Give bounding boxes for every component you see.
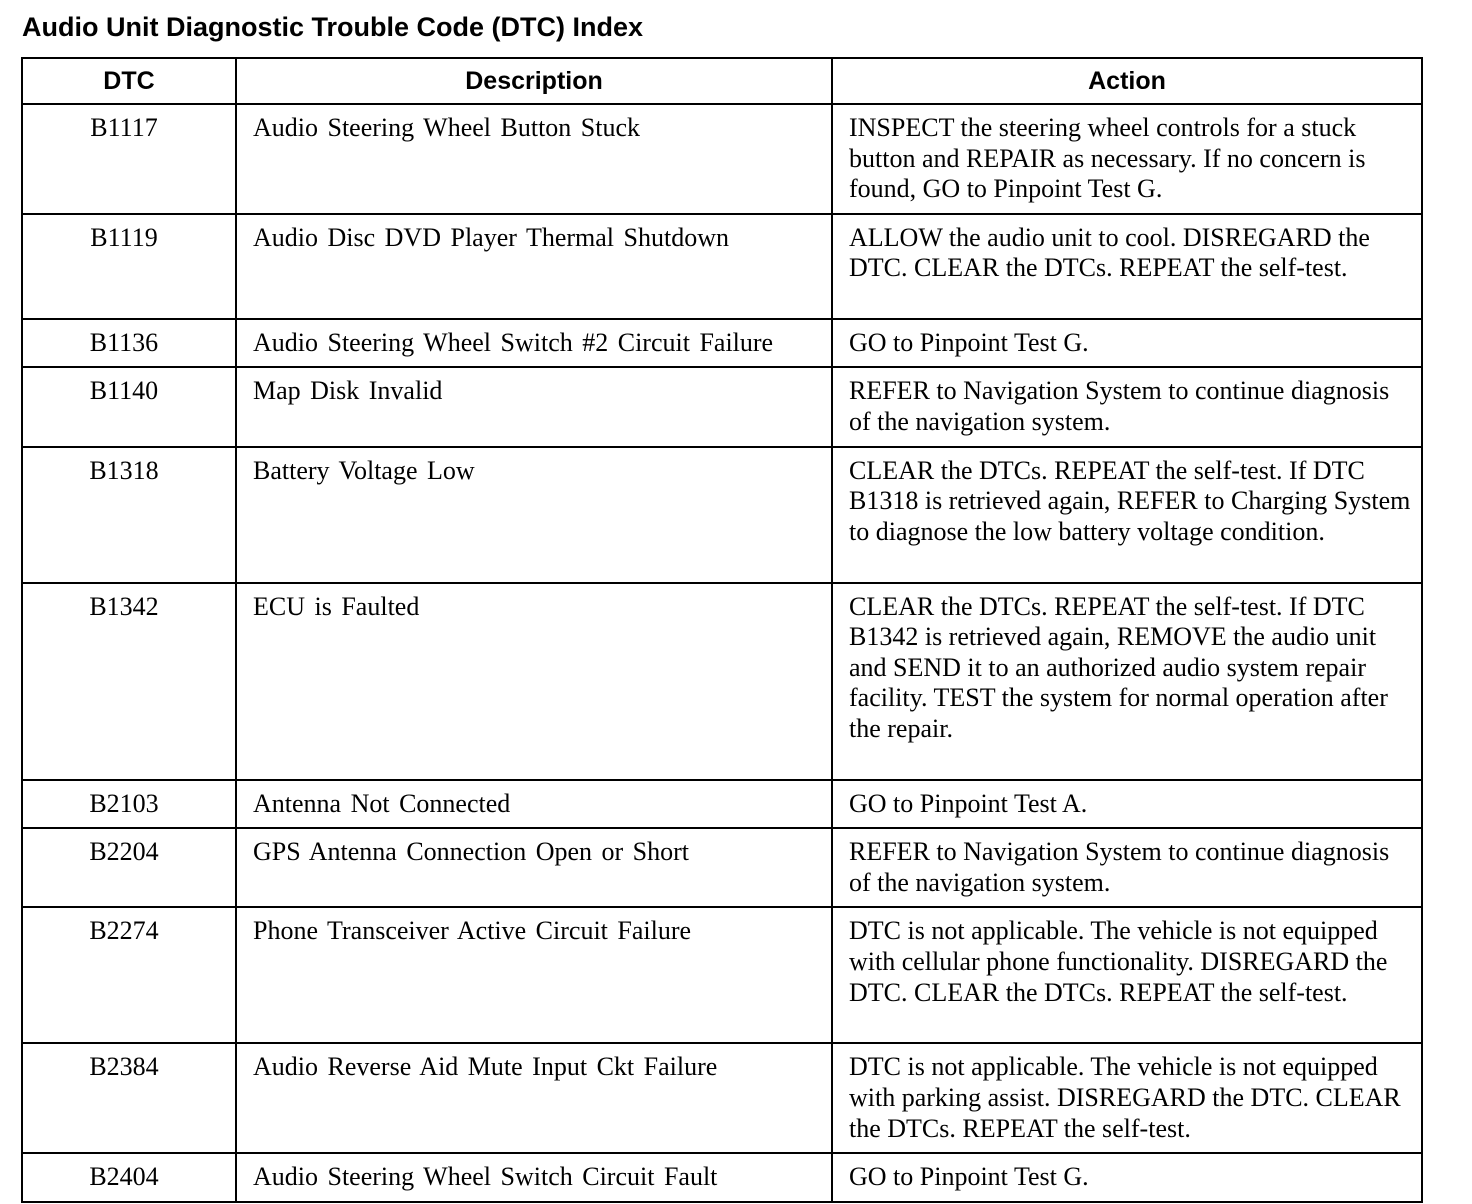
dtc-index-table [21,57,1423,1203]
description-cell: Audio Disc DVD Player Thermal Shutdown [236,214,832,319]
dtc-code-cell: B2103 [22,780,236,829]
table-row [22,367,1422,446]
table-row [22,780,1422,829]
description-cell: Audio Steering Wheel Switch #2 Circuit Failure [236,319,832,368]
column-header-description: Description [236,58,832,104]
table-row [22,1043,1422,1153]
description-cell: Map Disk Invalid [236,367,832,446]
table-row [22,583,1422,780]
action-cell: CLEAR the DTCs. REPEAT the self-test. If DTC B1318 is retrieved again, REFER to Charging System to diagnose the low battery voltage condition. [832,447,1422,583]
description-cell: Audio Steering Wheel Button Stuck [236,104,832,214]
action-cell: REFER to Navigation System to continue diagnosis of the navigation system. [832,828,1422,907]
description-cell: Antenna Not Connected [236,780,832,829]
dtc-code-cell: B1318 [22,447,236,583]
action-cell: GO to Pinpoint Test G. [832,319,1422,368]
description-cell: Phone Transceiver Active Circuit Failure [236,907,832,1043]
action-cell: CLEAR the DTCs. REPEAT the self-test. If DTC B1342 is retrieved again, REMOVE the audio unit and SEND it to an authorized audio system repair facility. TEST the system for normal operation after the repair. [832,583,1422,780]
table-row [22,319,1422,368]
description-cell: GPS Antenna Connection Open or Short [236,828,832,907]
table-row [22,447,1422,583]
dtc-code-cell: B2384 [22,1043,236,1153]
description-cell: Audio Steering Wheel Switch Circuit Fault [236,1153,832,1202]
dtc-code-cell: B1136 [22,319,236,368]
action-cell: GO to Pinpoint Test A. [832,780,1422,829]
action-cell: INSPECT the steering wheel controls for a stuck button and REPAIR as necessary. If no concern is found, GO to Pinpoint Test G. [832,104,1422,214]
page-title: Audio Unit Diagnostic Trouble Code (DTC) Index [22,12,643,42]
dtc-code-cell: B1342 [22,583,236,780]
dtc-code-cell: B2274 [22,907,236,1043]
column-header-action: Action [832,58,1422,104]
dtc-code-cell: B1119 [22,214,236,319]
dtc-code-cell: B1117 [22,104,236,214]
dtc-code-cell: B2204 [22,828,236,907]
dtc-code-cell: B1140 [22,367,236,446]
description-cell: Battery Voltage Low [236,447,832,583]
table-header-row [22,58,1422,104]
action-cell: DTC is not applicable. The vehicle is not equipped with parking assist. DISREGARD the DTC. CLEAR the DTCs. REPEAT the self-test. [832,1043,1422,1153]
action-cell: DTC is not applicable. The vehicle is not equipped with cellular phone functionality. DISREGARD the DTC. CLEAR the DTCs. REPEAT the self-test. [832,907,1422,1043]
table-row [22,828,1422,907]
table-row [22,104,1422,214]
table-row [22,907,1422,1043]
description-cell: Audio Reverse Aid Mute Input Ckt Failure [236,1043,832,1153]
action-cell: REFER to Navigation System to continue diagnosis of the navigation system. [832,367,1422,446]
table-row [22,1153,1422,1202]
table-row [22,214,1422,319]
dtc-code-cell: B2404 [22,1153,236,1202]
description-cell: ECU is Faulted [236,583,832,780]
column-header-dtc: DTC [22,58,236,104]
action-cell: ALLOW the audio unit to cool. DISREGARD the DTC. CLEAR the DTCs. REPEAT the self-test. [832,214,1422,319]
action-cell: GO to Pinpoint Test G. [832,1153,1422,1202]
